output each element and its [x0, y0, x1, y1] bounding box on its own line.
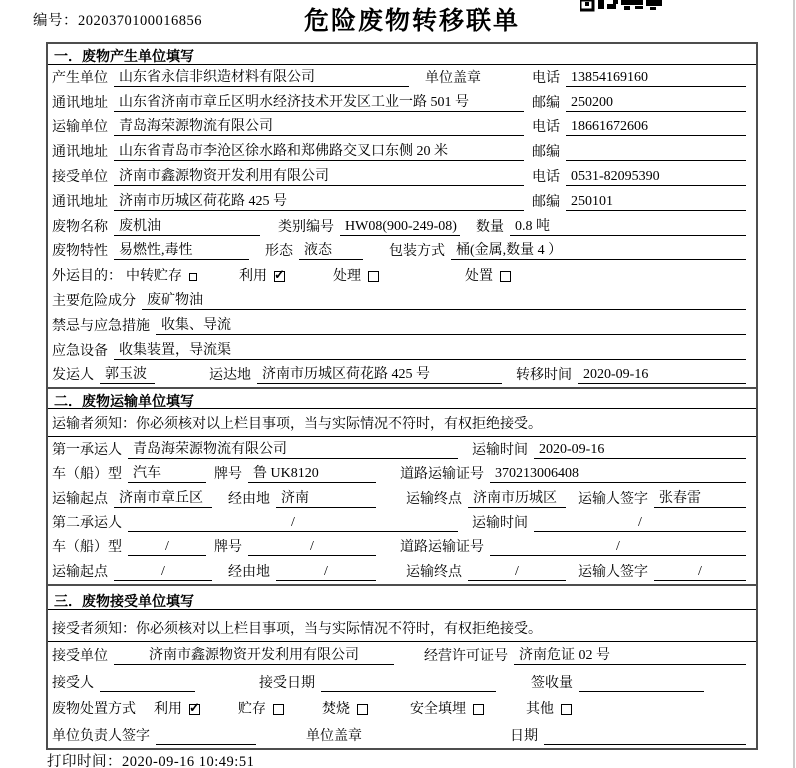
qr-code-fragment-icon: [580, 0, 662, 12]
unit-seal-label: 单位盖章: [306, 728, 362, 744]
route-via-label: 经由地: [228, 564, 270, 580]
transport-time-field: 2020-09-16: [534, 442, 746, 459]
hazard-field: 废矿物油: [142, 289, 746, 310]
carrier-sign-label: 运输人签字: [578, 564, 648, 580]
dispatcher-field: 郭玉波: [100, 363, 155, 384]
receiver-notice-row: [48, 610, 756, 642]
address-label: 通讯地址: [52, 194, 108, 210]
date-label: 日期: [510, 728, 538, 744]
disposal-storage-checkbox: [273, 704, 284, 715]
producer-phone-field: 13854169160: [566, 70, 746, 87]
unit-manager-sign-label: 单位负责人签字: [52, 728, 150, 744]
transporter-label: 运输单位: [52, 120, 108, 136]
transfer-storage-checkbox: [189, 273, 197, 281]
transporter-row: [48, 115, 756, 140]
route-end-field: 济南市历城区: [468, 487, 566, 508]
receiver-label: 接受单位: [52, 169, 108, 185]
transporter-zip-field: [566, 144, 746, 161]
carrier-sign-field-2: /: [654, 564, 746, 581]
waste-code-label: 类别编号: [278, 219, 334, 235]
route-via-field: 济南: [276, 487, 376, 508]
producer-name-field: 山东省永信非织造材料有限公司: [114, 66, 409, 87]
disposal-option-other: [526, 698, 572, 718]
disposal-method-label: 废物处置方式: [52, 702, 136, 718]
print-time-value: 2020-09-16 10:49:51: [122, 754, 255, 768]
option-label: 贮存: [238, 702, 266, 718]
carrier-sign-label: 运输人签字: [578, 491, 648, 507]
phone-label: 电话: [532, 120, 560, 136]
producer-address-field: 山东省济南市章丘区明水经济技术开发区工业一路 501 号: [114, 91, 524, 112]
route-2-row: [48, 559, 756, 583]
producer-zip-field: 250200: [566, 95, 746, 112]
disposal-landfill-checkbox: [473, 704, 484, 715]
dispatcher-label: 发运人: [52, 368, 94, 384]
purpose-option-transfer-storage: [126, 265, 197, 285]
dispose-checkbox: [500, 271, 511, 282]
receiver-phone-field: 0531-82095390: [566, 169, 746, 186]
transporter-address-row: [48, 139, 756, 164]
road-permit-field: 370213006408: [490, 466, 746, 483]
producer-label: 产生单位: [52, 70, 108, 86]
plate-field-2: /: [248, 539, 376, 556]
packing-field: 桶(金属,数量 4 ）: [451, 239, 746, 260]
route-end-label: 运输终点: [406, 491, 462, 507]
equipment-label: 应急设备: [52, 343, 108, 359]
transporter-notice-row: [48, 409, 756, 437]
route-start-field: 济南市章丘区: [114, 487, 212, 508]
taboo-field: 收集、导流: [156, 314, 746, 335]
route-start-label: 运输起点: [52, 564, 108, 580]
zip-label: 邮编: [532, 95, 560, 111]
vehicle-type-label: 车（船）型: [52, 540, 122, 556]
received-qty-field: [579, 675, 704, 692]
transporter-phone-group: [532, 116, 746, 136]
transporter-name-field: 青岛海荣源物流有限公司: [114, 115, 524, 136]
license-field: 济南危证 02 号: [514, 644, 746, 665]
waste-form-label: 形态: [265, 244, 293, 260]
transporter-notice-text: 运输者须知：你必须核对以上栏目事项，当与实际情况不符时，有权拒绝接受。: [52, 417, 542, 433]
accept-date-label: 接受日期: [259, 675, 315, 691]
page-title: 危险废物转移联单: [303, 8, 520, 35]
section-1-body: [48, 65, 756, 387]
treat-checkbox: [368, 271, 379, 282]
waste-name-label: 废物名称: [52, 219, 108, 235]
disposal-option-incinerate: [322, 698, 368, 718]
waste-name-field: 废机油: [114, 215, 260, 236]
transporter-phone-field: 18661672606: [566, 119, 746, 136]
zip-label: 邮编: [532, 145, 560, 161]
manifest-table: [46, 42, 758, 750]
zip-label: 邮编: [532, 194, 560, 210]
producer-zip-group: [532, 92, 746, 112]
vehicle-2-row: [48, 535, 756, 559]
plate-label: 牌号: [214, 540, 242, 556]
option-label: 处理: [333, 269, 361, 285]
option-label: 利用: [239, 269, 267, 285]
received-qty-label: 签收量: [531, 675, 573, 691]
receiver-row: [48, 164, 756, 189]
vehicle-type-field-2: /: [128, 539, 206, 556]
acceptor-field: [100, 675, 195, 692]
route-start-label: 运输起点: [52, 491, 108, 507]
section-1-header: 一．废物产生单位填写: [48, 44, 756, 65]
section-3-body: [48, 610, 756, 748]
second-carrier-label: 第二承运人: [52, 515, 122, 531]
option-label: 其他: [526, 702, 554, 718]
road-permit-label: 道路运输证号: [400, 467, 484, 483]
waste-traits-label: 废物特性: [52, 244, 108, 260]
disposal-option-storage: [238, 698, 284, 718]
transfer-time-field: 2020-09-16: [578, 367, 746, 384]
waste-traits-row: [48, 239, 756, 264]
recycle-checkbox: [274, 271, 285, 282]
equipment-row: [48, 338, 756, 363]
option-label: 利用: [154, 702, 182, 718]
receiver-notice-text: 接受者须知：你必须核对以上栏目事项，当与实际情况不符时，有权拒绝接受。: [52, 621, 542, 637]
section-2-body: [48, 409, 756, 583]
purpose-option-recycle: [239, 265, 285, 285]
waste-qty-field: 0.8 吨: [510, 215, 746, 236]
disposal-option-recycle: [154, 698, 200, 718]
hazard-row: [48, 288, 756, 313]
accepting-unit-row: [48, 642, 756, 669]
date-field: [544, 728, 746, 745]
first-carrier-label: 第一承运人: [52, 442, 122, 458]
destination-field: 济南市历城区荷花路 425 号: [257, 363, 502, 384]
plate-label: 牌号: [214, 467, 242, 483]
packing-label: 包装方式: [389, 244, 445, 260]
receiver-phone-group: [532, 166, 746, 186]
receiver-name-field: 济南市鑫源物资开发利用有限公司: [114, 165, 524, 186]
transporter-zip-group: [532, 141, 746, 161]
waste-qty-label: 数量: [476, 219, 504, 235]
transporter-address-field: 山东省青岛市李沧区徐水路和郑佛路交叉口东侧 20 米: [114, 140, 524, 161]
license-label: 经营许可证号: [424, 649, 508, 665]
taboo-label: 禁忌与应急措施: [52, 318, 150, 334]
second-carrier-row: [48, 511, 756, 535]
producer-address-row: [48, 90, 756, 115]
option-label: 处置: [465, 269, 493, 285]
phone-label: 电话: [532, 169, 560, 185]
purpose-label: 外运目的：: [52, 269, 122, 285]
taboo-row: [48, 313, 756, 338]
producer-phone-group: [532, 67, 746, 87]
route-1-row: [48, 486, 756, 510]
second-carrier-field: /: [128, 515, 458, 532]
transfer-time-label: 转移时间: [516, 368, 572, 384]
waste-traits-field: 易燃性,毒性: [114, 239, 249, 260]
vehicle-type-field: 汽车: [128, 462, 206, 483]
accept-date-field: [321, 675, 496, 692]
option-label: 安全填埋: [410, 702, 466, 718]
receiver-address-row: [48, 189, 756, 214]
waste-form-field: 液态: [299, 239, 363, 260]
producer-row: [48, 65, 756, 90]
destination-label: 运达地: [209, 368, 251, 384]
purpose-option-treat: [333, 265, 379, 285]
print-time-label: 打印时间：: [47, 754, 122, 768]
route-end-field-2: /: [468, 564, 566, 581]
vehicle-type-label: 车（船）型: [52, 467, 122, 483]
transport-time-label: 运输时间: [472, 515, 528, 531]
serial-value: 2020370100016856: [78, 13, 202, 29]
disposal-recycle-checkbox: [189, 704, 200, 715]
route-end-label: 运输终点: [406, 564, 462, 580]
road-permit-field-2: /: [490, 539, 746, 556]
disposal-option-landfill: [410, 698, 484, 718]
address-label: 通讯地址: [52, 145, 108, 161]
disposal-other-checkbox: [561, 704, 572, 715]
dispatch-row: [48, 363, 756, 388]
waste-name-row: [48, 214, 756, 239]
option-label: 焚烧: [322, 702, 350, 718]
disposal-method-row: [48, 695, 756, 722]
phone-label: 电话: [532, 70, 560, 86]
route-via-label: 经由地: [228, 491, 270, 507]
print-time: [47, 750, 254, 768]
option-label: 中转贮存: [126, 269, 182, 285]
section-2-header: 二．废物运输单位填写: [48, 387, 756, 409]
first-carrier-row: [48, 437, 756, 461]
section-3-header: 三．废物接受单位填写: [48, 584, 756, 610]
page-edge-divider: [793, 0, 795, 768]
disposal-incinerate-checkbox: [357, 704, 368, 715]
receiver-zip-field: 250101: [566, 194, 746, 211]
equipment-field: 收集装置，导流渠: [114, 339, 746, 360]
carrier-sign-field: 张春雷: [654, 487, 746, 508]
transport-time-field-2: /: [534, 515, 746, 532]
serial-label: 编号：: [33, 13, 78, 29]
first-carrier-field: 青岛海荣源物流有限公司: [128, 438, 458, 459]
transport-time-label: 运输时间: [472, 442, 528, 458]
receiver-address-field: 济南市历城区荷花路 425 号: [114, 190, 524, 211]
address-label: 通讯地址: [52, 95, 108, 111]
purpose-row: [48, 263, 756, 288]
acceptor-row: [48, 668, 756, 695]
acceptor-label: 接受人: [52, 675, 94, 691]
road-permit-label: 道路运输证号: [400, 540, 484, 556]
hazard-label: 主要危险成分: [52, 293, 136, 309]
purpose-option-dispose: [465, 265, 511, 285]
plate-field: 鲁 UK8120: [248, 462, 376, 483]
receiver-zip-group: [532, 191, 746, 211]
unit-manager-sign-field: [156, 728, 256, 745]
signoff-row: [48, 721, 756, 748]
waste-code-field: HW08(900-249-08): [340, 219, 460, 236]
unit-seal-label: 单位盖章: [425, 70, 481, 86]
vehicle-1-row: [48, 462, 756, 486]
route-via-field-2: /: [276, 564, 376, 581]
route-start-field-2: /: [114, 564, 212, 581]
accepting-unit-field: 济南市鑫源物资开发利用有限公司: [114, 644, 394, 665]
accepting-unit-label: 接受单位: [52, 649, 108, 665]
